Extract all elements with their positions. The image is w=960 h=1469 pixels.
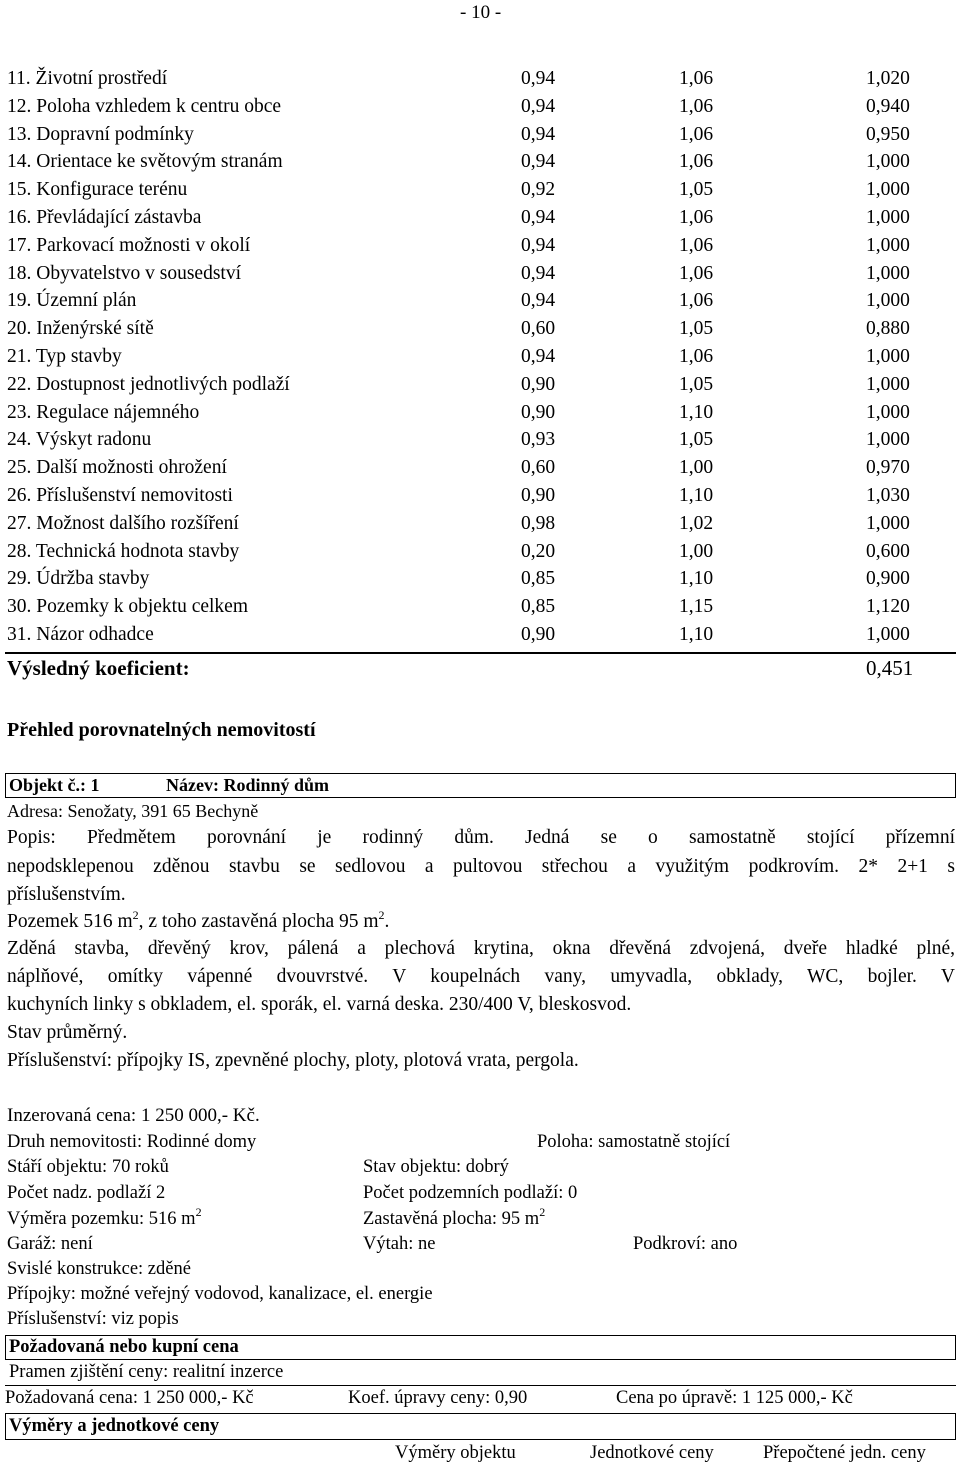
coef-label: 25. Další možnosti ohrožení xyxy=(7,457,227,479)
coef-value: 1,000 xyxy=(866,624,910,645)
coef-min: 0,85 xyxy=(521,596,556,618)
construction-line-2: náplňové, omítky vápenné dvouvrstvé. V koupelnách vany, umyvadla, obklady, WC, bojler. V xyxy=(7,966,955,987)
adjusted-price: Cena po úpravě: 1 125 000,- Kč xyxy=(616,1388,853,1408)
coef-value: 0,950 xyxy=(866,123,910,145)
coef-row xyxy=(0,207,960,235)
coef-max: 1,06 xyxy=(679,123,714,145)
coef-min: 0,60 xyxy=(521,318,556,340)
coef-value: 0,970 xyxy=(866,457,910,479)
coef-label: 31. Názor odhadce xyxy=(7,624,154,645)
coef-row xyxy=(0,541,960,569)
coef-min: 0,92 xyxy=(521,179,556,201)
description-line-3: příslušenstvím. xyxy=(7,884,126,905)
coef-max: 1,00 xyxy=(679,457,714,479)
plot-sup-1: 2 xyxy=(132,908,139,922)
plot-sup-2: 2 xyxy=(378,908,385,922)
coef-max: 1,06 xyxy=(679,262,714,284)
coef-value: 1,000 xyxy=(866,429,910,451)
coef-max: 1,10 xyxy=(679,624,714,645)
measures-title: Výměry a jednotkové ceny xyxy=(9,1416,220,1436)
coef-label: 19. Územní plán xyxy=(7,290,137,312)
coef-value: 1,000 xyxy=(866,234,910,256)
coef-max: 1,05 xyxy=(679,179,714,201)
coef-row xyxy=(0,429,960,457)
coef-min: 0,98 xyxy=(521,512,556,534)
coef-label: 21. Typ stavby xyxy=(7,346,122,367)
coef-value: 0,900 xyxy=(866,568,910,590)
price-source: Pramen zjištění ceny: realitní inzerce xyxy=(9,1362,284,1382)
coef-value: 1,020 xyxy=(866,68,910,89)
coef-value: 0,880 xyxy=(866,318,910,340)
construction-line-1: Zděná stavba, dřevěný krov, pálená a plechová krytina, okna dřevěná zdvojená, dveře hladké plné, xyxy=(7,938,955,959)
coef-max: 1,10 xyxy=(679,568,714,590)
coef-row xyxy=(0,568,960,596)
description-line-1: Popis: Předmětem porovnání je rodinný dům. Jedná se o samostatně stojící přízemní xyxy=(7,827,955,848)
coef-value: 1,000 xyxy=(866,290,910,312)
floors-below: Počet podzemních podlaží: 0 xyxy=(363,1183,578,1203)
coef-min: 0,90 xyxy=(521,624,556,645)
plot-area-text: Výměra pozemku: 516 m xyxy=(7,1209,196,1229)
coef-max: 1,05 xyxy=(679,429,714,451)
coef-value: 1,000 xyxy=(866,262,910,284)
built-area xyxy=(363,1205,546,1230)
built-area-text: Zastavěná plocha: 95 m xyxy=(363,1209,540,1229)
result-label: Výsledný koeficient: xyxy=(7,656,190,680)
plot-prefix: Pozemek 516 m xyxy=(7,911,133,932)
coef-row xyxy=(0,96,960,124)
coef-min: 0,94 xyxy=(521,234,556,256)
coef-value: 1,000 xyxy=(866,373,910,395)
coef-label: 26. Příslušenství nemovitosti xyxy=(7,485,233,506)
coef-row xyxy=(0,318,960,346)
coef-row xyxy=(0,596,960,624)
coef-value: 1,000 xyxy=(866,512,910,534)
coef-max: 1,10 xyxy=(679,401,714,423)
coef-row xyxy=(0,235,960,263)
coef-max: 1,06 xyxy=(679,207,714,228)
object-state: Stav objektu: dobrý xyxy=(363,1157,509,1177)
coef-min: 0,90 xyxy=(521,373,556,395)
coef-row xyxy=(0,402,960,430)
object-name: Název: Rodinný dům xyxy=(166,775,330,795)
coef-row xyxy=(0,624,960,652)
measures-col-2: Jednotkové ceny xyxy=(590,1443,714,1463)
property-type: Druh nemovitosti: Rodinné domy xyxy=(7,1132,257,1152)
coef-max: 1,06 xyxy=(679,95,714,117)
coef-min: 0,94 xyxy=(521,207,556,228)
advertised-price: Inzerovaná cena: 1 250 000,- Kč. xyxy=(7,1105,260,1126)
coef-row xyxy=(0,179,960,207)
coef-value: 1,030 xyxy=(866,485,910,506)
result-divider xyxy=(5,652,956,654)
coef-min: 0,94 xyxy=(521,123,556,145)
coef-label: 23. Regulace nájemného xyxy=(7,401,200,423)
coef-min: 0,90 xyxy=(521,401,556,423)
coef-value: 0,600 xyxy=(866,540,910,562)
attic: Podkroví: ano xyxy=(633,1234,738,1254)
coef-row xyxy=(0,374,960,402)
plot-suffix: . xyxy=(384,911,390,932)
elevator: Výtah: ne xyxy=(363,1234,436,1254)
coef-max: 1,06 xyxy=(679,68,714,89)
coef-label: 18. Obyvatelstvo v sousedství xyxy=(7,262,241,284)
plot-middle: , z toho zastavěná plocha 95 m xyxy=(138,911,379,932)
coef-max: 1,06 xyxy=(679,346,714,367)
coef-min: 0,94 xyxy=(521,68,556,89)
coef-label: 30. Pozemky k objektu celkem xyxy=(7,596,248,618)
page-number: - 10 - xyxy=(460,2,502,23)
coef-row xyxy=(0,513,960,541)
coef-min: 0,94 xyxy=(521,346,556,367)
coef-label: 13. Dopravní podmínky xyxy=(7,123,194,145)
connections: Přípojky: možné veřejný vodovod, kanalizace, el. energie xyxy=(7,1284,433,1304)
coef-row xyxy=(0,485,960,513)
accessories-text: Příslušenství: přípojky IS, zpevněné plochy, ploty, plotová vrata, pergola. xyxy=(7,1050,579,1071)
coef-max: 1,06 xyxy=(679,290,714,312)
coef-max: 1,15 xyxy=(679,596,714,618)
requested-price: Požadovaná cena: 1 250 000,- Kč xyxy=(5,1388,254,1408)
plot-area xyxy=(7,1205,202,1230)
coef-row xyxy=(0,290,960,318)
plot-info xyxy=(7,908,390,933)
coef-value: 1,000 xyxy=(866,401,910,423)
coef-label: 12. Poloha vzhledem k centru obce xyxy=(7,95,281,117)
coef-max: 1,05 xyxy=(679,318,714,340)
coef-row xyxy=(0,151,960,179)
construction-line-3: kuchyních linky s obkladem, el. sporák, el. varná deska. 230/400 V, bleskosvod. xyxy=(7,994,632,1015)
coef-min: 0,93 xyxy=(521,429,556,451)
coef-min: 0,94 xyxy=(521,290,556,312)
coef-label: 22. Dostupnost jednotlivých podlaží xyxy=(7,373,290,395)
floors-above: Počet nadz. podlaží 2 xyxy=(7,1183,166,1203)
coef-max: 1,05 xyxy=(679,373,714,395)
coef-row xyxy=(0,346,960,374)
coef-label: 15. Konfigurace terénu xyxy=(7,179,188,201)
coef-value: 1,120 xyxy=(866,596,910,618)
location: Poloha: samostatně stojící xyxy=(537,1132,731,1152)
coef-label: 11. Životní prostředí xyxy=(7,68,168,89)
built-area-sup: 2 xyxy=(539,1205,546,1219)
garage: Garáž: není xyxy=(7,1234,93,1254)
section-title: Přehled porovnatelných nemovitostí xyxy=(7,719,316,741)
condition-text: Stav průměrný. xyxy=(7,1022,128,1043)
coef-min: 0,90 xyxy=(521,485,556,506)
coef-min: 0,20 xyxy=(521,540,556,562)
price-coef: Koef. úpravy ceny: 0,90 xyxy=(348,1388,528,1408)
price-title: Požadovaná nebo kupní cena xyxy=(9,1337,239,1357)
coef-label: 17. Parkovací možnosti v okolí xyxy=(7,234,251,256)
coef-label: 27. Možnost dalšího rozšíření xyxy=(7,512,239,534)
coef-label: 28. Technická hodnota stavby xyxy=(7,540,240,562)
measures-col-1: Výměry objektu xyxy=(395,1443,516,1463)
coef-label: 24. Výskyt radonu xyxy=(7,429,152,451)
coef-label: 29. Údržba stavby xyxy=(7,568,150,590)
price-divider xyxy=(5,1385,956,1386)
object-address: Adresa: Senožaty, 391 65 Bechyně xyxy=(7,801,259,821)
coef-value: 1,000 xyxy=(866,207,910,228)
object-number: Objekt č.: 1 xyxy=(9,775,100,795)
coef-min: 0,94 xyxy=(521,262,556,284)
coef-label: 16. Převládající zástavba xyxy=(7,207,202,228)
plot-area-sup: 2 xyxy=(195,1205,202,1219)
coef-max: 1,02 xyxy=(679,512,714,534)
coef-value: 1,000 xyxy=(866,151,910,173)
coef-value: 1,000 xyxy=(866,346,910,367)
coef-row xyxy=(0,263,960,291)
object-age: Stáří objektu: 70 roků xyxy=(7,1157,169,1177)
coef-label: 20. Inženýrské sítě xyxy=(7,318,154,340)
coef-min: 0,94 xyxy=(521,95,556,117)
coef-max: 1,00 xyxy=(679,540,714,562)
result-value: 0,451 xyxy=(866,656,914,680)
coef-row xyxy=(0,68,960,96)
vertical-structures: Svislé konstrukce: zděné xyxy=(7,1259,191,1279)
coef-max: 1,06 xyxy=(679,151,714,173)
coef-min: 0,60 xyxy=(521,457,556,479)
coef-row xyxy=(0,124,960,152)
coef-min: 0,85 xyxy=(521,568,556,590)
coef-max: 1,06 xyxy=(679,234,714,256)
description-line-2: nepodsklepenou zděnou stavbu se sedlovou a pultovou střechou a využitým podkrovím. 2* 2+1 s xyxy=(7,856,955,877)
measures-col-3: Přepočtené jedn. ceny xyxy=(763,1443,926,1463)
coef-row xyxy=(0,457,960,485)
accessories-short: Příslušenství: viz popis xyxy=(7,1309,179,1329)
coef-label: 14. Orientace ke světovým stranám xyxy=(7,151,283,173)
object-header-box xyxy=(5,773,956,798)
coef-value: 1,000 xyxy=(866,179,910,201)
coef-max: 1,10 xyxy=(679,485,714,506)
coef-min: 0,94 xyxy=(521,151,556,173)
coef-value: 0,940 xyxy=(866,95,910,117)
